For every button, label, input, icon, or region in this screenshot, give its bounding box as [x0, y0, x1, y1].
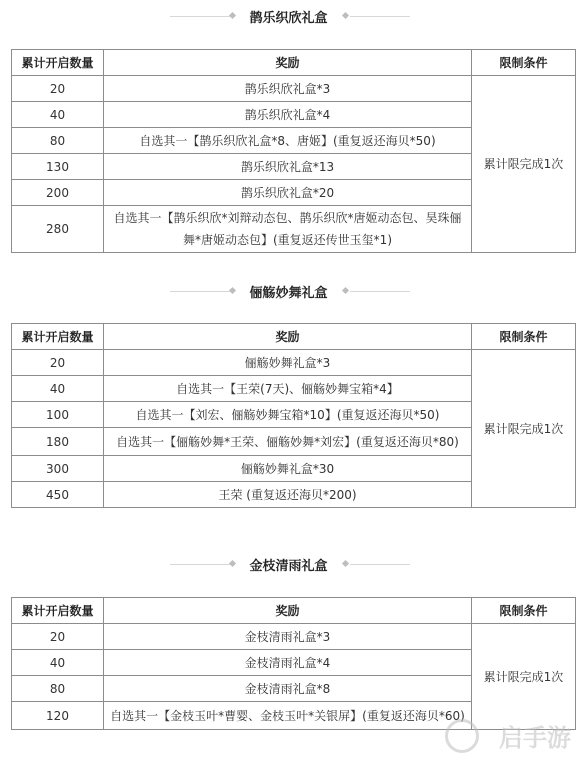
cell-count: 300: [12, 456, 104, 482]
cell-reward: 金枝清雨礼盒*8: [104, 676, 472, 702]
table-row: [12, 624, 576, 650]
section-title: 俪觞妙舞礼盒: [249, 286, 328, 301]
cell-count: 80: [12, 676, 104, 702]
header-count: 累计开启数量: [12, 324, 104, 350]
header-reward: 奖励: [104, 50, 472, 76]
cell-condition: 累计限完成1次: [472, 350, 576, 508]
cell-count: 120: [12, 702, 104, 730]
cell-reward: 俪觞妙舞礼盒*30: [104, 456, 472, 482]
header-reward: 奖励: [104, 598, 472, 624]
cell-condition: 累计限完成1次: [472, 76, 576, 253]
cell-count: 280: [12, 206, 104, 253]
cell-reward: 自选其一【王荣(7天)、俪觞妙舞宝箱*4】: [104, 376, 472, 402]
header-condition: 限制条件: [472, 50, 576, 76]
cell-reward: 鹊乐织欣礼盒*4: [104, 102, 472, 128]
header-reward: 奖励: [104, 324, 472, 350]
cell-reward: 金枝清雨礼盒*4: [104, 650, 472, 676]
cell-reward: 鹊乐织欣礼盒*3: [104, 76, 472, 102]
cell-condition: 累计限完成1次: [472, 624, 576, 730]
table-header-row: [12, 50, 576, 76]
cell-reward: 自选其一【金枝玉叶*曹婴、金枝玉叶*关银屏】(重复返还海贝*60): [104, 702, 472, 730]
cell-count: 20: [12, 76, 104, 102]
cell-reward: 自选其一【鹊乐织欣*刘辩动态包、鹊乐织欣*唐姬动态包、昊珠俪舞*唐姬动态包】(重复返还传世玉玺*1): [104, 206, 472, 253]
cell-reward: 自选其一【鹊乐织欣礼盒*8、唐姬】(重复返还海贝*50): [104, 128, 472, 154]
cell-reward: 俪觞妙舞礼盒*3: [104, 350, 472, 376]
title-divider-right: [350, 564, 410, 565]
cell-count: 100: [12, 402, 104, 428]
cell-count: 20: [12, 350, 104, 376]
cell-count: 40: [12, 650, 104, 676]
section-title: 金枝清雨礼盒: [249, 559, 328, 574]
cell-count: 40: [12, 376, 104, 402]
reward-table: [11, 597, 576, 730]
cell-count: 180: [12, 428, 104, 456]
title-divider-right: [350, 291, 410, 292]
cell-count: 80: [12, 128, 104, 154]
header-condition: 限制条件: [472, 324, 576, 350]
header-count: 累计开启数量: [12, 598, 104, 624]
cell-count: 450: [12, 482, 104, 508]
header-condition: 限制条件: [472, 598, 576, 624]
title-divider-right: [350, 16, 410, 17]
table-header-row: [12, 324, 576, 350]
reward-table: [11, 323, 576, 508]
cell-count: 40: [12, 102, 104, 128]
section-title: 鹊乐织欣礼盒: [249, 11, 328, 26]
header-count: 累计开启数量: [12, 50, 104, 76]
cell-count: 200: [12, 180, 104, 206]
table-row: [12, 76, 576, 102]
cell-reward: 自选其一【刘宏、俪觞妙舞宝箱*10】(重复返还海贝*50): [104, 402, 472, 428]
table-header-row: [12, 598, 576, 624]
watermark-logo-icon: [445, 719, 479, 753]
cell-reward: 鹊乐织欣礼盒*20: [104, 180, 472, 206]
table-row: [12, 350, 576, 376]
cell-reward: 自选其一【俪觞妙舞*王荣、俪觞妙舞*刘宏】(重复返还海贝*80): [104, 428, 472, 456]
watermark: 启手游: [499, 724, 571, 752]
cell-reward: 王荣 (重复返还海贝*200): [104, 482, 472, 508]
cell-count: 20: [12, 624, 104, 650]
cell-reward: 鹊乐织欣礼盒*13: [104, 154, 472, 180]
cell-reward: 金枝清雨礼盒*3: [104, 624, 472, 650]
cell-count: 130: [12, 154, 104, 180]
reward-table: [11, 49, 576, 253]
